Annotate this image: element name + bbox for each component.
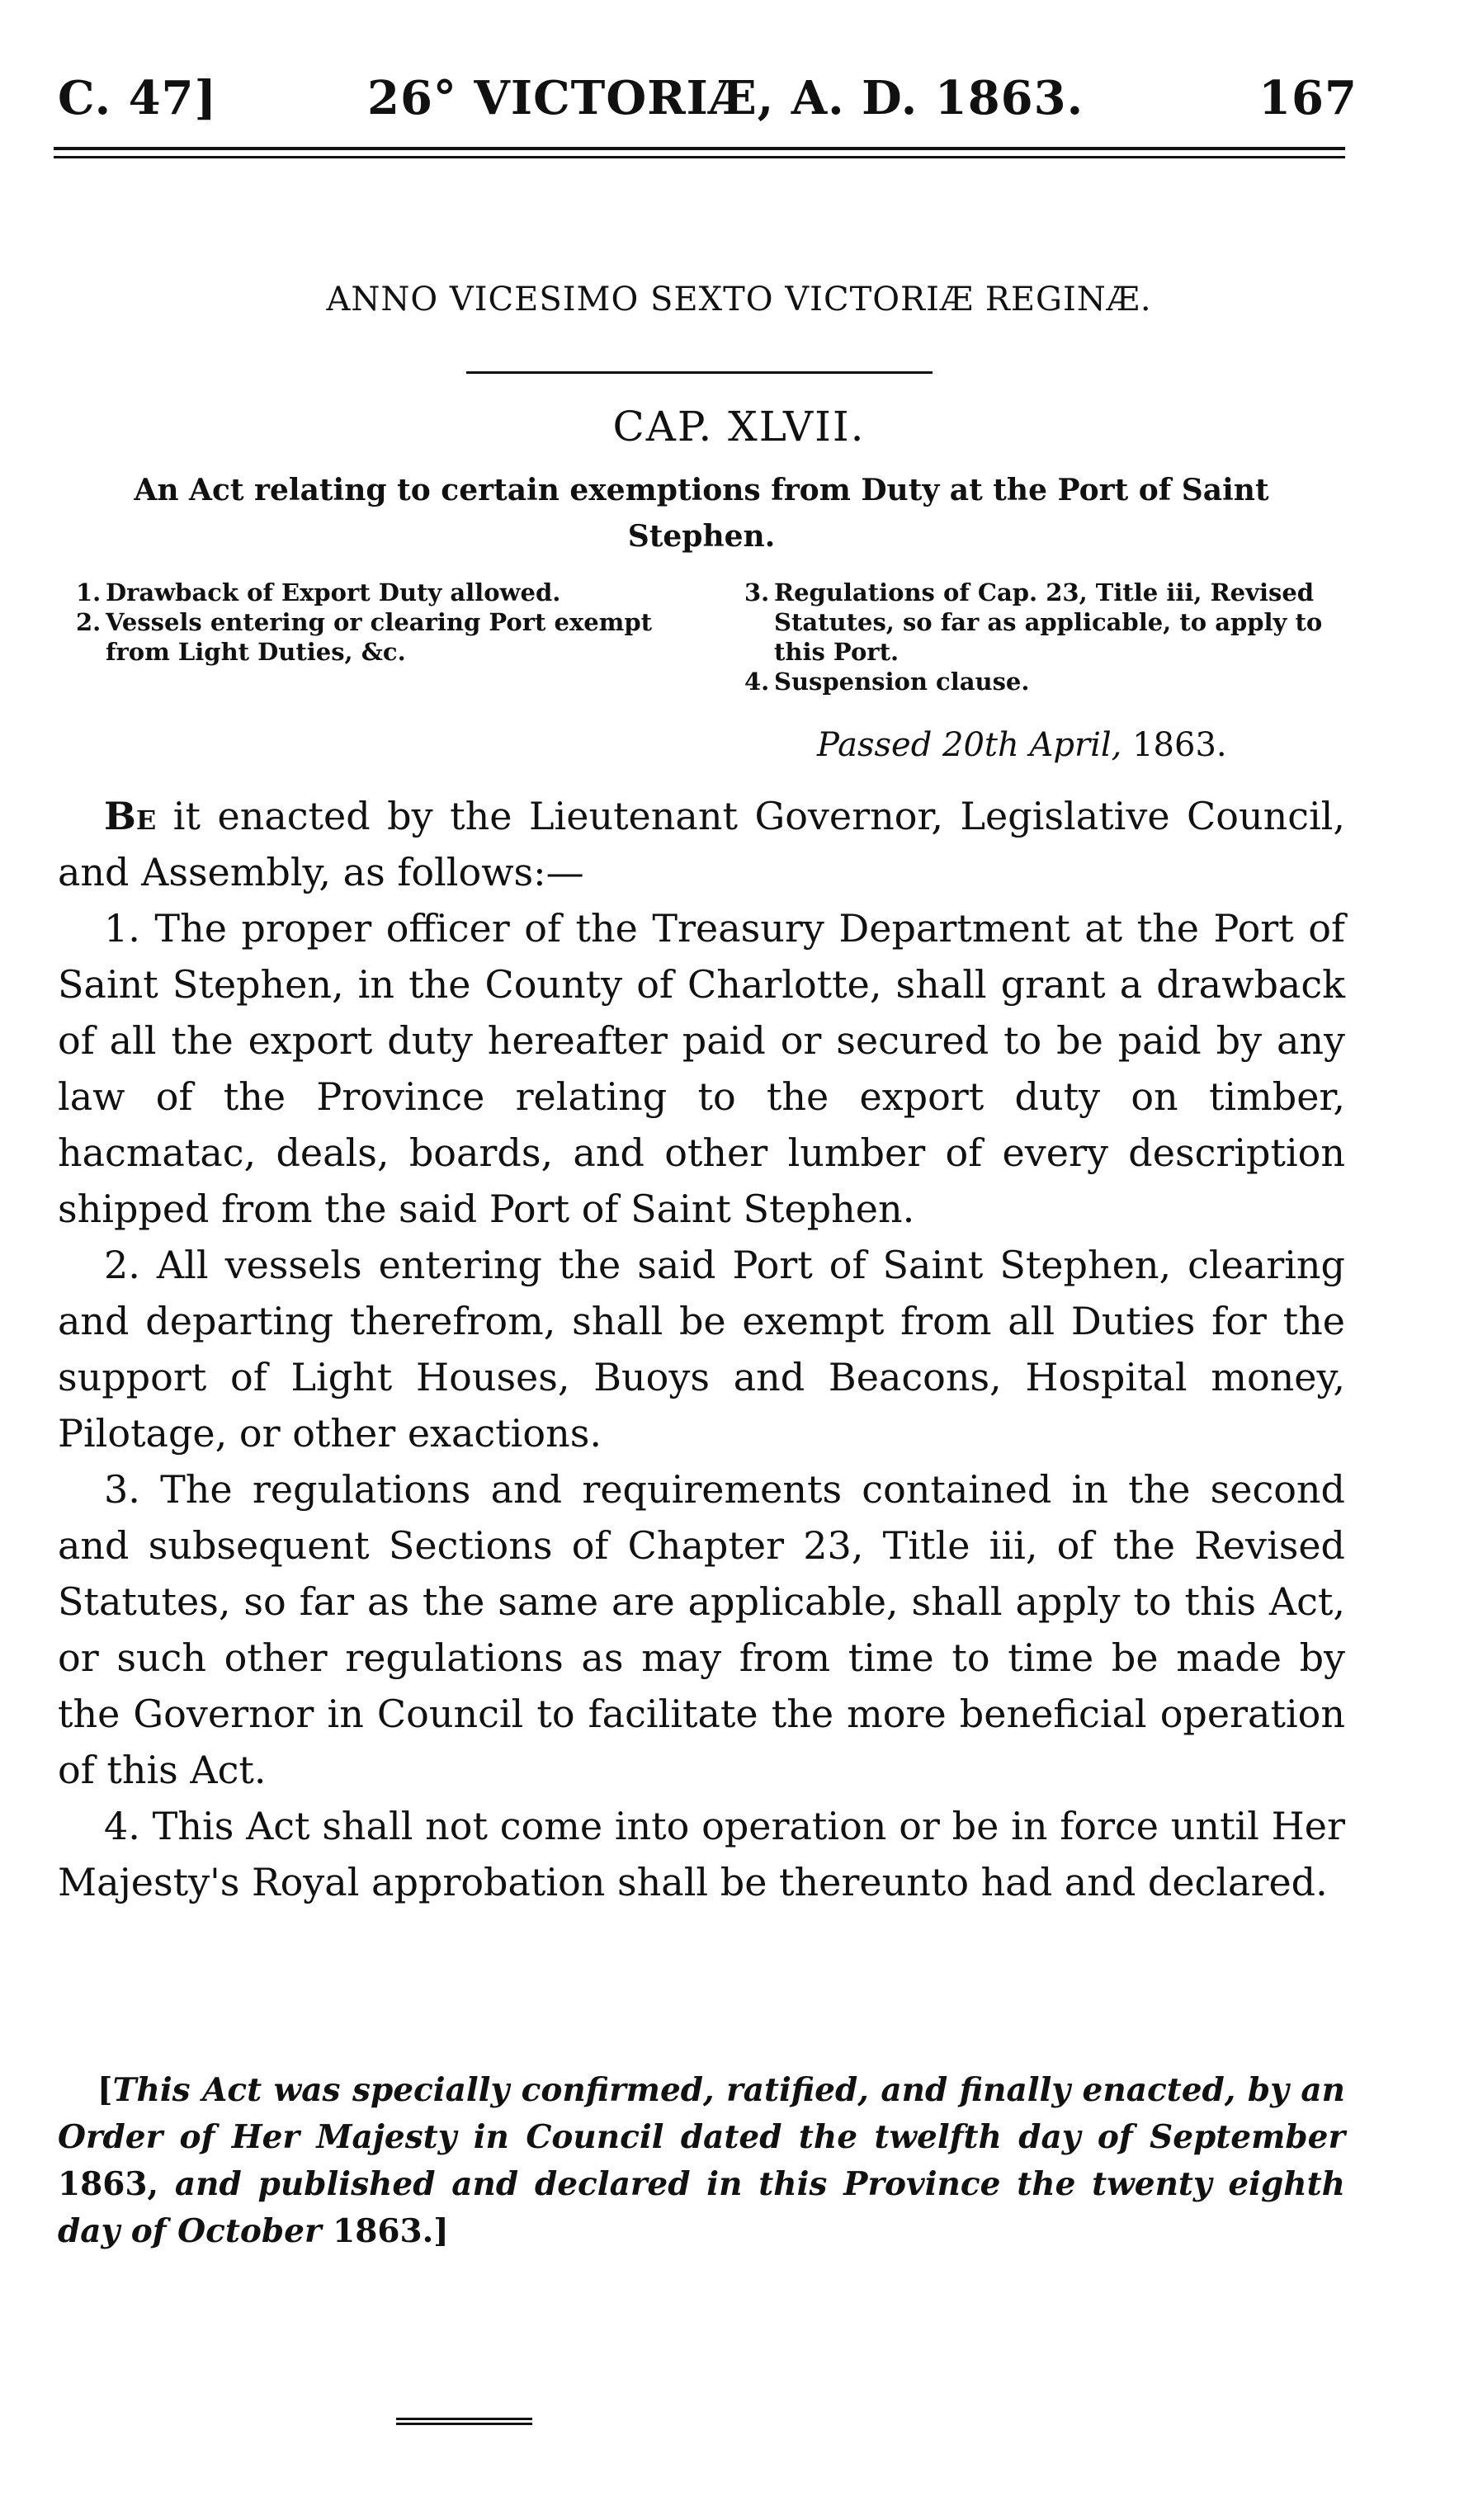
confirmation-note [58, 2067, 1345, 2255]
note-text-part-2: and published and declared in this Province the twenty eighth day of October [58, 2165, 1345, 2250]
passed-date [817, 726, 1227, 764]
section-4: 4. This Act shall not come into operation or be in force until Her Majesty's Royal approbation shall be thereunto had and declared. [58, 1804, 1345, 1904]
section-2: 2. All vessels entering the said Port of Saint Stephen, clearing and departing therefrom, shall be exempt from all Duties for the support of Light Houses, Buoys and Beacons, Hospital money, Pilotage, or other exactions. [58, 1243, 1345, 1456]
act-body [58, 788, 1345, 1910]
synopsis-column-right [726, 578, 1345, 696]
synopsis-item-number: 1. [76, 578, 102, 606]
note-close-bracket: ] [433, 2212, 449, 2250]
running-header [58, 71, 1358, 137]
passed-label: Passed 20th April, [817, 726, 1122, 764]
synopsis-item-text: Suspension clause. [774, 668, 1030, 696]
note-open-bracket: [ [97, 2071, 113, 2109]
regnal-year-heading: 26° VICTORIÆ, A. D. 1863. [367, 71, 1084, 125]
note-year-2: 1863. [333, 2212, 434, 2250]
synopsis-column-left [58, 578, 701, 667]
synopsis-item [726, 578, 1345, 667]
section-3: 3. The regulations and requirements contained in the second and subsequent Sections of Chapter 23, Title iii, of the Revised Statutes, so far as the same are applicable, shall apply to this Act, or such other regulations as may from time to time be made by the Governor in Council to facilitate the more beneficial operation of this Act. [58, 1467, 1345, 1792]
synopsis-item [58, 578, 701, 607]
section-1: 1. The proper officer of the Treasury Department at the Port of Saint Stephen, in the County of Charlotte, shall grant a drawback of all the export duty hereafter paid or secured to be paid by any law of the Province relating to the export duty on timber, hacmatac, deals, boards, and other lumber of every description shipped from the said Port of Saint Stephen. [58, 906, 1345, 1231]
synopsis-item-text: Vessels entering or clearing Port exempt from Light Duties, &c. [106, 608, 653, 666]
end-double-rule [396, 2418, 532, 2425]
section-divider [466, 371, 933, 374]
synopsis-item [726, 667, 1345, 696]
enacting-clause [58, 788, 1345, 900]
page-number: 167 [1258, 71, 1358, 125]
note-year-1: 1863, [58, 2165, 159, 2203]
regnal-heading: ANNO VICESIMO SEXTO VICTORIÆ REGINÆ. [326, 281, 1152, 319]
act-title: An Act relating to certain exemptions from Duty at the Port of Saint Stephen. [134, 473, 1269, 554]
synopsis-item-number: 2. [76, 608, 102, 636]
passed-year: 1863. [1132, 726, 1227, 764]
header-double-rule [54, 147, 1345, 158]
note-text-part-1: This Act was specially confirmed, ratified, and finally enacted, by an Order of Her Majesty in Council dated the twelfth day of September [58, 2071, 1345, 2156]
synopsis-item-text: Drawback of Export Duty allowed. [106, 578, 561, 606]
synopsis-item-text: Regulations of Cap. 23, Title iii, Revised Statutes, so far as applicable, to apply to this Port. [774, 578, 1323, 666]
synopsis-item-number: 3. [744, 578, 770, 606]
synopsis-item [58, 607, 701, 667]
synopsis-item-number: 4. [744, 668, 770, 696]
chapter-number: CAP. XLVII. [612, 403, 866, 451]
enacting-lead-word: Be [104, 794, 157, 838]
chapter-reference: C. 47] [58, 71, 218, 125]
enacting-clause-text: it enacted by the Lieutenant Governor, Legislative Council, and Assembly, as follows:— [58, 794, 1345, 894]
